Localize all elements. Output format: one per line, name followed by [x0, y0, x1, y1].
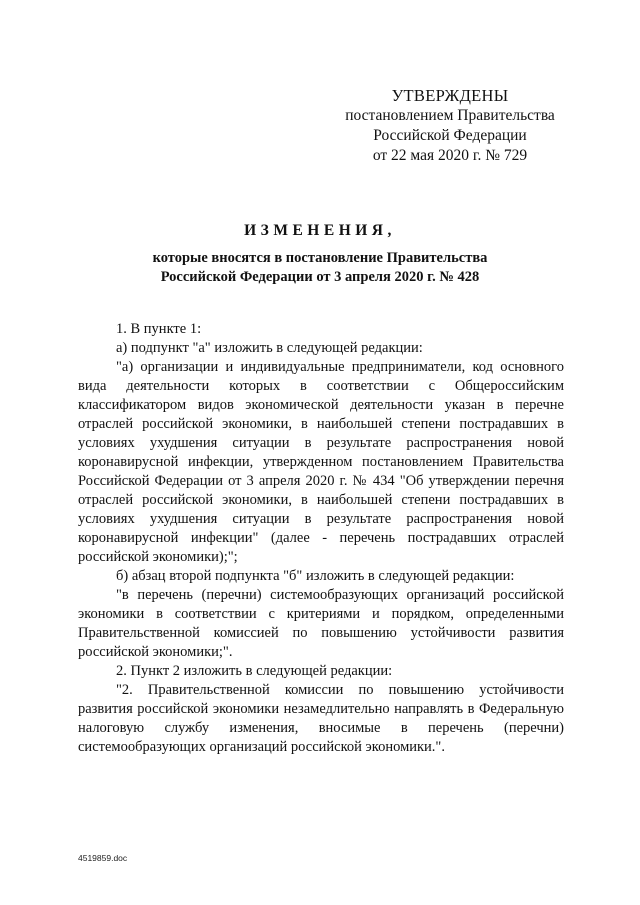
approval-line-1: постановлением Правительства [345, 107, 555, 124]
title-main: ИЗМЕНЕНИЯ, [244, 222, 396, 239]
title-sub-line-2: Российской Федерации от 3 апреля 2020 г. № 428 [160, 269, 480, 285]
approval-line-2: Российской Федерации [373, 127, 527, 144]
paragraph-4: б) абзац второй подпункта "б" изложить в следующей редакции: [116, 568, 515, 584]
footer-doc-code: 4519859.doc [78, 853, 128, 863]
paragraph-1: 1. В пункте 1: [116, 321, 202, 337]
document-title [60, 222, 580, 287]
paragraph-3: "а) организации и индивидуальные предприниматели, код основного вида деятельности которых в соответствии с Общероссийским классификатором видов экономической деятельности указан в перечне отраслей российской экономики, в наибольшей степени пострадавших в условиях ухудшения ситуации в результате распространения новой коронавирусной инфекции, утвержденном постановлением Правительства Российской Федерации от 3 апреля 2020 г. № 434 "Об утверждении перечня отраслей российской экономики, в наибольшей степени пострадавших в условиях ухудшения ситуации в результате распространения новой коронавирусной инфекции" (далее - перечень пострадавших отраслей российской экономики);"; [78, 359, 564, 565]
document-body [78, 320, 564, 757]
paragraph-7: "2. Правительственной комиссии по повышению устойчивости развития российской экономики незамедлительно направлять в Федеральную налоговую службу изменения, вносимые в перечень (перечни) системообразующих организаций российской экономики.". [78, 682, 564, 755]
paragraph-5: "в перечень (перечни) системообразующих организаций российской экономики в соответствии с критериями и порядком, определенными Правительственной комиссией по повышению устойчивости развития российской экономики;". [78, 587, 564, 660]
approval-line-3: от 22 мая 2020 г. № 729 [372, 147, 528, 164]
paragraph-6: 2. Пункт 2 изложить в следующей редакции: [116, 663, 393, 679]
title-sub-line-1: которые вносятся в постановление Правительства [152, 250, 488, 266]
approval-stamp [330, 86, 570, 166]
paragraph-2: а) подпункт "а" изложить в следующей редакции: [116, 340, 423, 356]
approval-heading: УТВЕРЖДЕНЫ [391, 86, 509, 105]
